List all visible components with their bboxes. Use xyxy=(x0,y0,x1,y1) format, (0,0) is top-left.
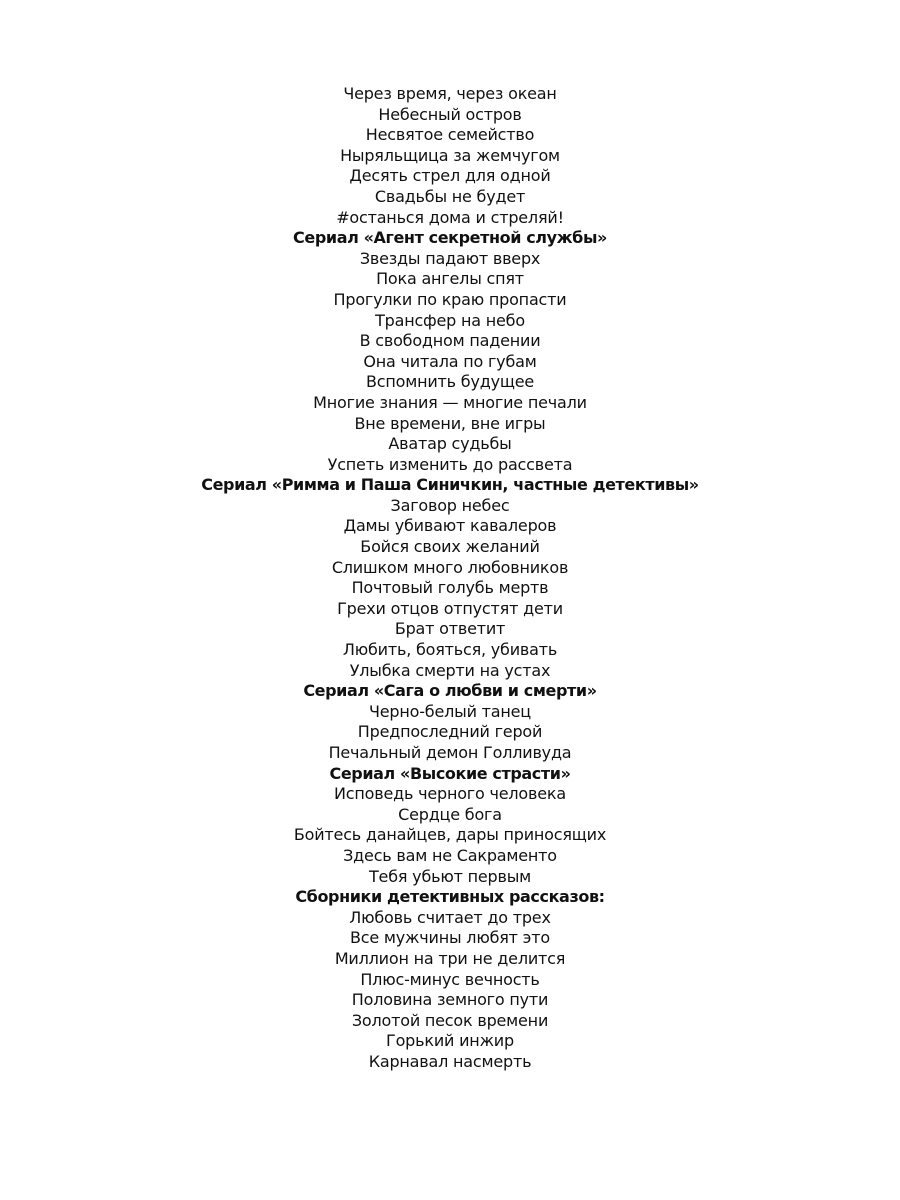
book-title: Вне времени, вне игры xyxy=(354,413,546,433)
book-title: Плюс-минус вечность xyxy=(360,969,540,989)
book-title: В свободном падении xyxy=(359,331,541,351)
book-list xyxy=(0,84,900,1073)
book-title: Горький инжир xyxy=(386,1031,514,1051)
book-title: Предпоследний герой xyxy=(357,722,543,742)
book-title: Грехи отцов отпустят дети xyxy=(337,598,563,618)
book-title: Многие знания — многие печали xyxy=(313,392,587,412)
book-title: Десять стрел для одной xyxy=(349,166,551,186)
book-title: Золотой песок времени xyxy=(351,1010,549,1030)
book-title: Через время, через океан xyxy=(343,84,557,103)
book-title: Небесный остров xyxy=(378,104,522,124)
book-title: Тебя убьют первым xyxy=(368,866,532,886)
section-heading: Сериал «Агент секретной службы» xyxy=(293,228,607,248)
book-title: Исповедь черного человека xyxy=(334,784,566,804)
book-title: Бойтесь данайцев, дары приносящих xyxy=(293,825,607,845)
book-title: Вспомнить будущее xyxy=(365,372,534,392)
book-title: Сердце бога xyxy=(398,804,502,824)
book-title: Почтовый голубь мертв xyxy=(351,578,549,598)
book-title: Слишком много любовников xyxy=(331,557,569,577)
book-title: Миллион на три не делится xyxy=(334,948,566,968)
book-title: Карнавал насмерть xyxy=(368,1051,532,1071)
book-title: Заговор небес xyxy=(390,495,510,515)
book-title: Свадьбы не будет xyxy=(374,186,526,206)
book-list-page xyxy=(0,84,900,1073)
book-title: Звезды падают вверх xyxy=(359,248,541,268)
book-title: Ныряльщица за жемчугом xyxy=(340,145,560,165)
book-title: Она читала по губам xyxy=(363,351,537,371)
book-title: Все мужчины любят это xyxy=(350,928,550,948)
book-title: Пока ангелы спят xyxy=(376,269,524,289)
book-title: Трансфер на небо xyxy=(375,310,525,330)
section-heading: Сериал «Высокие страсти» xyxy=(329,763,571,783)
book-title: Несвятое семейство xyxy=(365,125,535,145)
book-title: Любовь считает до трех xyxy=(349,907,551,927)
book-title: #останься дома и стреляй! xyxy=(336,207,564,227)
book-title: Здесь вам не Сакраменто xyxy=(343,845,557,865)
book-title: Черно-белый танец xyxy=(369,701,531,721)
book-title: Улыбка смерти на устах xyxy=(349,660,551,680)
section-heading: Сборники детективных рассказов: xyxy=(295,887,605,907)
book-title: Брат ответит xyxy=(394,619,506,639)
book-title: Успеть изменить до рассвета xyxy=(327,454,573,474)
book-title: Печальный демон Голливуда xyxy=(328,743,572,762)
book-title: Аватар судьбы xyxy=(388,434,512,454)
book-title: Бойся своих желаний xyxy=(360,537,540,557)
book-title: Прогулки по краю пропасти xyxy=(333,289,567,309)
section-heading: Сериал «Римма и Паша Синичкин, частные детективы» xyxy=(201,475,699,495)
book-title: Дамы убивают кавалеров xyxy=(343,516,557,536)
book-title: Половина земного пути xyxy=(351,990,549,1010)
section-heading: Сериал «Сага о любви и смерти» xyxy=(303,681,597,701)
book-title: Любить, бояться, убивать xyxy=(342,640,558,660)
